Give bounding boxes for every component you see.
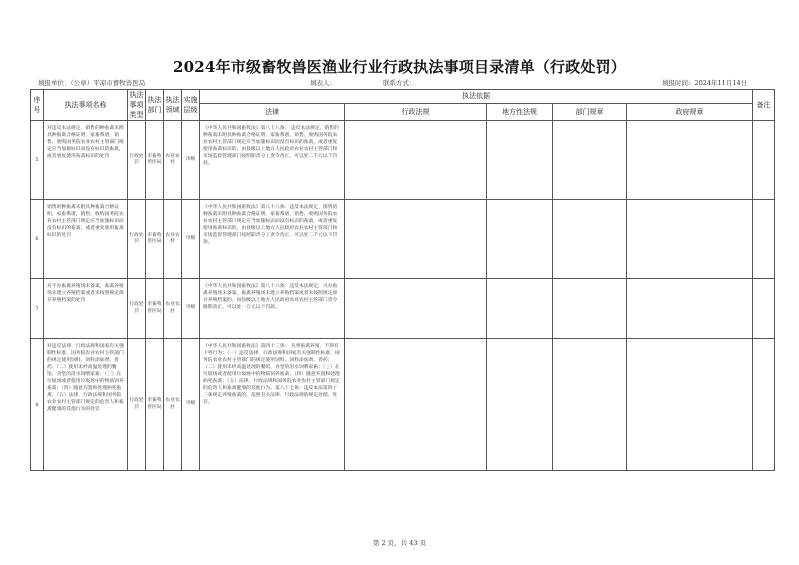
row-name: 对不办畜禽养殖场未备案，畜禽养殖场未建立养殖档案或者未按照规定保存养殖档案的处罚	[44, 279, 128, 339]
row-dept: 市畜牧兽医局	[146, 279, 164, 339]
row-type: 行政处罚	[128, 200, 146, 279]
row-index: 5	[31, 121, 44, 200]
row-dept-rule	[553, 121, 627, 200]
row-type: 行政处罚	[128, 121, 146, 200]
row-level: 市级	[182, 121, 200, 200]
table-row	[31, 200, 775, 279]
row-law: 《中华人民共和国畜牧法》第八十六条：违反本法规定，兴办畜禽养殖场未备案，畜禽养殖场未建立养殖档案或者未按照规定保存养殖档案的，由县级以上地方人民政府农业农村主管部门责令限期改正，可以处一万元以下罚款。	[200, 279, 345, 339]
col-level: 实施层级	[182, 90, 200, 121]
row-remark	[753, 339, 775, 471]
row-law: 《中华人民共和国畜牧法》第八十八条： 违反本法规定，销售的种畜禽未附具种畜禽合格证明、家畜系谱，销售、收购国务院农业农村主管部门规定应当加施标识而没有标识的畜禽，或者重复使用畜禽标识的，由县级以上地方人民政府农业农村主管部门和市场监督管理部门按照职责分工责令改正，可以处二千元以下罚款。	[200, 121, 345, 200]
row-dept: 市畜牧兽医局	[146, 121, 164, 200]
col-type: 执法事项类型	[129, 91, 144, 119]
enforcement-table	[30, 89, 775, 471]
col-index: 序号	[31, 90, 44, 121]
document-title: 2024年市级畜牧兽医渔业行业行政执法事项目录清单（行政处罚）	[173, 58, 626, 76]
col-local-reg: 地方性法规	[487, 103, 553, 120]
row-gov-rule	[627, 339, 753, 471]
row-type: 行政处罚	[128, 339, 146, 471]
row-gov-rule	[627, 200, 753, 279]
filing-date: 填报时间：2024年11月14日	[662, 79, 748, 87]
col-remark: 备注	[753, 90, 775, 121]
row-name: 对违反法律、行政法规和国家有关强制性标准、国务院农业农村主管部门的规定使用饲料、饲料添加剂、兽药；（二）使用未经高温处理的餐馆、食堂的泔水饲喂家畜；（三）在垃圾场或者使用垃圾场中的物质饲养畜禽；（四）随意弃置和处理病死畜禽；（五）法律、行政法规和国务院农业农村主管部门规定的危害人和畜禽健康的其他行为的处罚	[44, 339, 128, 471]
row-level: 市级	[182, 339, 200, 471]
table-row	[31, 279, 775, 339]
filler-field: 填表人：	[310, 79, 336, 87]
row-local-reg	[487, 339, 553, 471]
col-dept-rule: 部门规章	[553, 103, 627, 120]
row-dept: 市畜牧兽医局	[146, 339, 164, 471]
row-field: 农业农村	[164, 339, 182, 471]
row-level: 市级	[182, 279, 200, 339]
col-name: 执法事项名称	[44, 90, 128, 121]
row-admin-reg	[345, 200, 487, 279]
col-gov-rule: 政府规章	[627, 103, 753, 120]
row-field: 农业农村	[164, 200, 182, 279]
row-law: 《中华人民共和国畜牧法》第四十三条： 从事畜禽养殖，不得有下列行为：（一）违反法律、行政法规和国家有关强制性标准、国务院农业农村主管部门的规定使用饲料、饲料添加剂、兽药；（二）使用未经高温处理的餐馆、食堂的泔水饲喂家畜；（三）在垃圾场或者使用垃圾场中的物质饲养畜禽；（四）随意弃置和处理病死畜禽；（五）法律、行政法规和国务院农业农村主管部门规定的危害人和畜禽健康的其他行为。第八十七条：违反本法第四十三条规定养殖畜禽的，依照有关法律、行政法规的规定处理、处罚。	[200, 339, 345, 471]
row-dept: 市畜牧兽医局	[146, 200, 164, 279]
contact-field: 联系方式：	[383, 79, 416, 87]
col-basis: 执法依据	[200, 90, 753, 104]
row-index: 8	[31, 339, 44, 471]
table-row	[31, 121, 775, 200]
row-remark	[753, 200, 775, 279]
row-dept-rule	[553, 279, 627, 339]
row-type: 行政处罚	[128, 279, 146, 339]
row-law: 《中华人民共和国畜牧法》第八十八条：违反本法规定，销售的种畜禽未附具种畜禽合格证明、家畜系谱，销售、收购国务院农业农村主管部门规定应当加施标识而没有标识的畜禽，或者重复使用畜禽标识的，由县级以上地方人民政府农业农村主管部门和市场监督管理部门按照职责分工责令改正，可以处二千元以下罚款。	[200, 200, 345, 279]
row-gov-rule	[627, 121, 753, 200]
row-local-reg	[487, 121, 553, 200]
row-field: 农业农村	[164, 121, 182, 200]
col-law: 法律	[200, 103, 345, 120]
row-index: 7	[31, 279, 44, 339]
row-remark	[753, 279, 775, 339]
row-admin-reg	[345, 279, 487, 339]
col-field: 执法领域	[164, 90, 182, 121]
row-level: 市级	[182, 200, 200, 279]
table-row	[31, 339, 775, 471]
row-admin-reg	[345, 121, 487, 200]
row-gov-rule	[627, 279, 753, 339]
filing-unit: 填报单位：（公章）平凉市畜牧兽医局	[38, 79, 146, 87]
col-dept: 执法部门	[146, 90, 164, 121]
row-name: 销售的种畜禽未附具种畜禽合格证明、家畜系谱，销售、收购国务院农业农村主管部门规定应当加施标识而没有标识的畜禽，或者重复使用畜禽标识的处罚	[44, 200, 128, 279]
row-dept-rule	[553, 200, 627, 279]
row-remark	[753, 121, 775, 200]
row-admin-reg	[345, 339, 487, 471]
row-index: 6	[31, 200, 44, 279]
row-field: 农业农村	[164, 279, 182, 339]
col-admin-reg: 行政法规	[345, 103, 487, 120]
row-local-reg	[487, 279, 553, 339]
row-name: 对违反本法规定，销售的种畜禽未附具种畜禽合格证明、家畜系谱，销售、收购国务院农业农村主管部门规定应当加施标识而没有标识的畜禽，或者重复使用畜禽标识的处罚	[44, 121, 128, 200]
row-local-reg	[487, 200, 553, 279]
page-number: 第 2 页，共 43 页	[372, 539, 427, 547]
row-dept-rule	[553, 339, 627, 471]
